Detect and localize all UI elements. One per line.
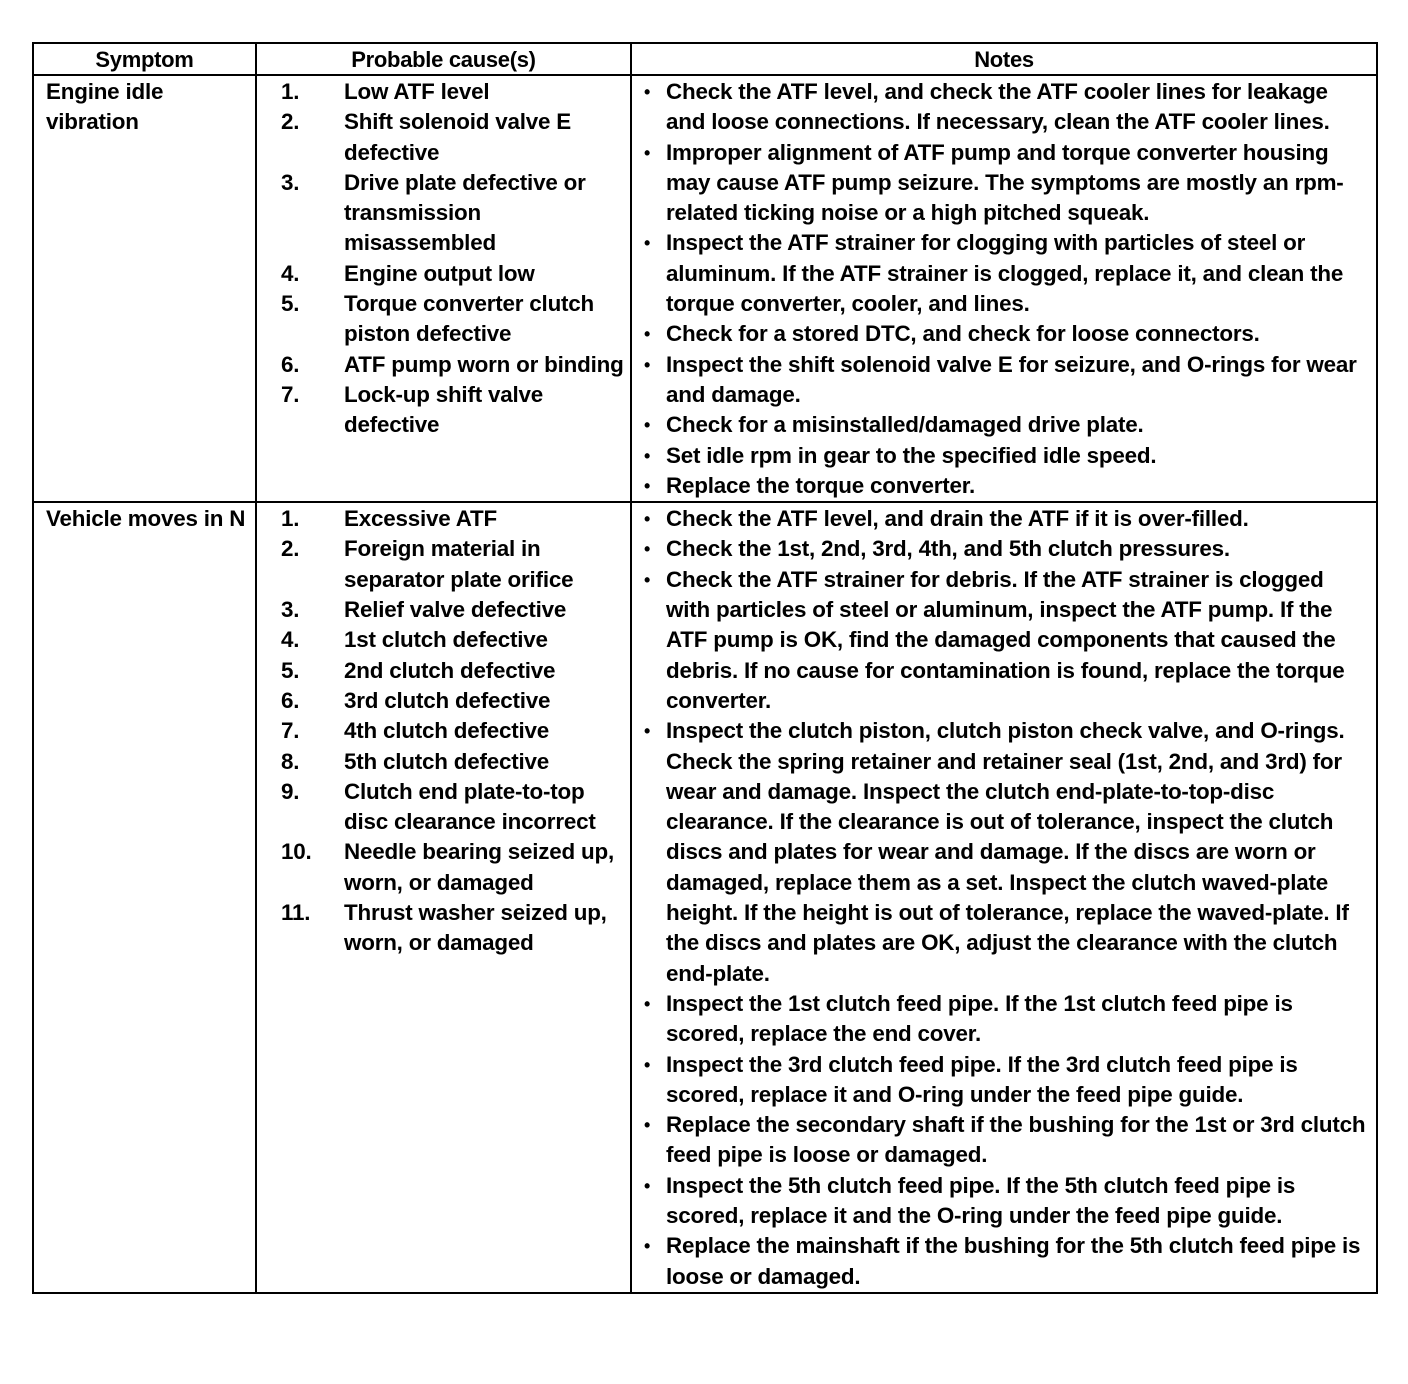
note-list (644, 504, 1372, 1292)
note-item (644, 228, 1372, 319)
cause-text: Low ATF level (344, 79, 490, 104)
bullet-icon: • (644, 539, 651, 560)
cause-number: 7. (281, 718, 300, 744)
note-text: Inspect the 1st clutch feed pipe. If the 1st clutch feed pipe is scored, replace the end cover. (666, 990, 1293, 1047)
note-item (644, 319, 1372, 349)
cause-item (257, 747, 624, 777)
cause-item (257, 504, 624, 534)
cause-text: 5th clutch defective (344, 748, 550, 774)
note-text: Inspect the ATF strainer for clogging with particles of steel or aluminum. If the ATF strainer is clogged, replace it, and clean the torque converter, cooler, and lines. (666, 230, 1344, 317)
table-row (33, 75, 1377, 502)
note-item (644, 350, 1372, 411)
cause-text: Needle bearing seized up, worn, or damaged (344, 839, 614, 895)
note-item (644, 77, 1372, 138)
note-text: Check the 1st, 2nd, 3rd, 4th, and 5th clutch pressures. (666, 536, 1230, 562)
note-item (644, 1171, 1372, 1232)
note-text: Check for a stored DTC, and check for loose connectors. (666, 321, 1260, 347)
cause-item (257, 168, 624, 259)
table-body (33, 75, 1377, 1293)
cause-text: 4th clutch defective (344, 718, 550, 744)
cause-number: 5. (281, 291, 300, 317)
cause-number: 10. (281, 839, 312, 865)
cause-number: 1. (281, 79, 300, 104)
cause-text: Drive plate defective or transmission misassembled (344, 169, 586, 256)
note-item (644, 1110, 1372, 1171)
bullet-icon: • (644, 82, 651, 102)
cause-number: 6. (281, 351, 300, 377)
note-item (644, 504, 1372, 534)
probable-causes-cell (256, 502, 631, 1293)
cause-item (257, 777, 624, 838)
cause-number: 4. (281, 627, 300, 653)
bullet-icon: • (644, 324, 651, 345)
note-item (644, 1050, 1372, 1111)
note-item (644, 471, 1372, 501)
probable-causes-cell (256, 75, 631, 502)
note-text: Inspect the clutch piston, clutch piston check valve, and O-rings. Check the spring retainer and retainer seal (1st, 2nd, and 3rd) for wear and damage. Inspect the clutch end-plate-to-top-disc clearance. If the clearance is out of tolerance, inspect the clutch discs and plates for wear and damage. If the discs are worn or damaged, replace them as a set. Inspect the clutch waved-plate height. If the height is out of tolerance, replace the waved-plate. If the discs and plates are OK, adjust the clearance with the clutch end-plate. (666, 718, 1349, 986)
cause-list (257, 504, 624, 958)
cause-item (257, 534, 624, 595)
cause-item (257, 350, 624, 380)
note-text: Replace the secondary shaft if the bushing for the 1st or 3rd clutch feed pipe is loose or damaged. (666, 1112, 1366, 1168)
table-header-row (33, 43, 1377, 75)
cause-text: Torque converter clutch piston defective (344, 291, 595, 347)
symptom-cell: Engine idle vibration (33, 75, 256, 502)
cause-number: 7. (281, 381, 300, 407)
cause-number: 11. (281, 900, 311, 926)
cause-item (257, 77, 624, 107)
note-text: Improper alignment of ATF pump and torque converter housing may cause ATF pump seizure. The symptoms are mostly an rpm-related ticking noise or a high pitched squeak. (666, 139, 1344, 226)
cause-text: 1st clutch defective (344, 627, 548, 653)
cause-item (257, 656, 624, 686)
note-text: Check the ATF level, and check the ATF cooler lines for leakage and loose connections. If necessary, clean the ATF cooler lines. (666, 79, 1330, 135)
bullet-icon: • (644, 354, 651, 375)
bullet-icon: • (644, 509, 651, 530)
note-text: Replace the mainshaft if the bushing for the 5th clutch feed pipe is loose or damaged. (666, 1233, 1361, 1289)
note-item (644, 441, 1372, 471)
bullet-icon: • (644, 1054, 651, 1075)
note-item (644, 1231, 1372, 1292)
cause-item (257, 898, 624, 959)
cause-number: 6. (281, 687, 300, 713)
bullet-icon: • (644, 1115, 651, 1136)
bullet-icon: • (644, 415, 651, 436)
note-item (644, 410, 1372, 440)
cause-item (257, 716, 624, 746)
cause-number: 3. (281, 597, 300, 623)
cause-item (257, 380, 624, 441)
cause-item (257, 289, 624, 350)
bullet-icon: • (644, 233, 651, 254)
notes-cell (631, 502, 1377, 1293)
note-list (644, 77, 1372, 501)
note-text: Check for a misinstalled/damaged drive plate. (666, 412, 1144, 438)
cause-text: 3rd clutch defective (344, 687, 551, 713)
cause-item (257, 837, 624, 898)
note-item (644, 989, 1372, 1050)
cause-text: Lock-up shift valve defective (344, 381, 544, 438)
cause-text: 2nd clutch defective (344, 657, 556, 683)
cause-text: Thrust washer seized up, worn, or damaged (344, 900, 607, 956)
symptom-cell: Vehicle moves in N (33, 502, 256, 1293)
bullet-icon: • (644, 475, 651, 496)
cause-item (257, 625, 624, 655)
bullet-icon: • (644, 445, 651, 466)
cause-number: 2. (281, 109, 300, 135)
cause-text: ATF pump worn or binding (344, 351, 624, 377)
cause-item (257, 107, 624, 168)
note-text: Set idle rpm in gear to the specified idle speed. (666, 442, 1157, 468)
bullet-icon: • (644, 1236, 651, 1257)
header-symptom: Symptom (33, 43, 256, 75)
cause-number: 4. (281, 260, 300, 286)
note-item (644, 565, 1372, 716)
cause-text: Foreign material in separator plate orifice (344, 536, 574, 592)
note-text: Inspect the 3rd clutch feed pipe. If the 3rd clutch feed pipe is scored, replace it and O-ring under the feed pipe guide. (666, 1051, 1298, 1107)
cause-list (257, 77, 624, 441)
troubleshooting-table (32, 42, 1378, 1294)
cause-item (257, 686, 624, 716)
cause-text: Relief valve defective (344, 597, 567, 623)
note-text: Check the ATF strainer for debris. If the ATF strainer is clogged with particles of steel or aluminum, inspect the ATF pump. If the ATF pump is OK, find the damaged components that caused the debris. If no cause for contamination is found, replace the torque converter. (666, 566, 1345, 713)
cause-number: 5. (281, 657, 300, 683)
cause-text: Clutch end plate-to-top disc clearance incorrect (344, 778, 596, 835)
note-text: Check the ATF level, and drain the ATF if it is over-filled. (666, 506, 1249, 532)
cause-number: 8. (281, 748, 300, 774)
note-item (644, 716, 1372, 989)
note-text: Inspect the shift solenoid valve E for seizure, and O-rings for wear and damage. (666, 351, 1357, 407)
bullet-icon: • (644, 569, 651, 590)
cause-item (257, 259, 624, 289)
bullet-icon: • (644, 721, 651, 742)
note-item (644, 138, 1372, 229)
note-item (644, 534, 1372, 564)
cause-item (257, 595, 624, 625)
table-row (33, 502, 1377, 1293)
note-text: Replace the torque converter. (666, 472, 976, 498)
bullet-icon: • (644, 993, 651, 1014)
cause-text: Engine output low (344, 260, 535, 286)
bullet-icon: • (644, 142, 651, 163)
note-text: Inspect the 5th clutch feed pipe. If the 5th clutch feed pipe is scored, replace it and the O-ring under the feed pipe guide. (666, 1172, 1296, 1228)
header-probable-causes: Probable cause(s) (256, 43, 631, 75)
cause-text: Shift solenoid valve E defective (344, 109, 572, 165)
cause-number: 2. (281, 536, 300, 562)
header-notes: Notes (631, 43, 1377, 75)
bullet-icon: • (644, 1175, 651, 1196)
cause-number: 3. (281, 169, 300, 195)
cause-text: Excessive ATF (344, 506, 497, 532)
notes-cell (631, 75, 1377, 502)
cause-number: 1. (281, 506, 300, 532)
cause-number: 9. (281, 778, 300, 804)
